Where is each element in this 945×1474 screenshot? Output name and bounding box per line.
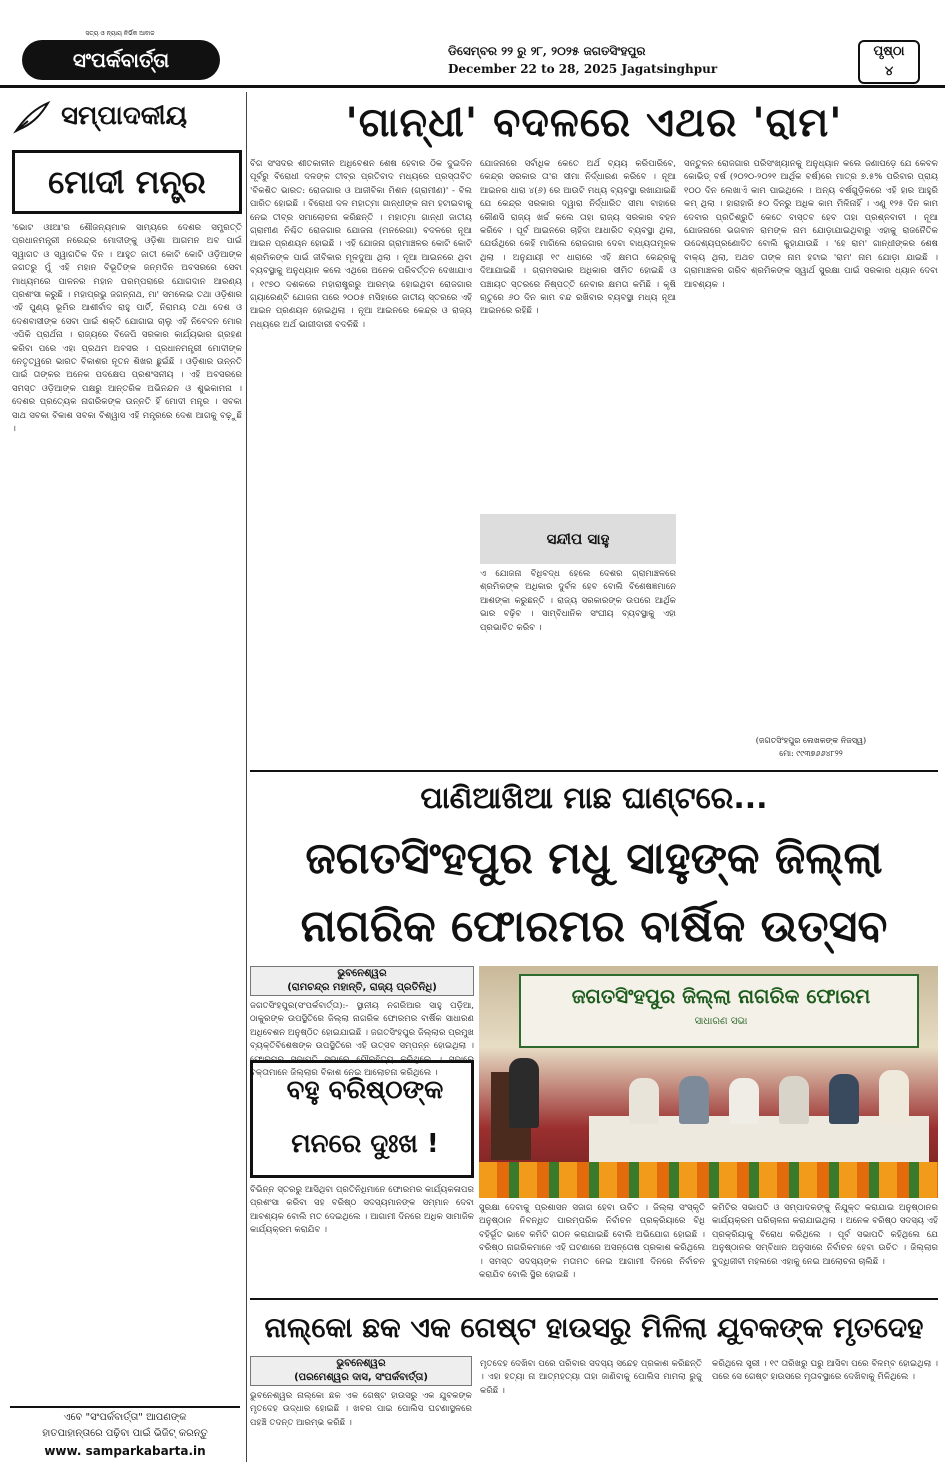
promo-line-2: ହାତପାହାନ୍ତାରେ ପଢ଼ିବା ପାଇଁ ଭିଜିଟ୍ କରନ୍ତୁ xyxy=(42,1428,208,1439)
guest-figure xyxy=(629,1078,659,1124)
author-phone: ମୋ: ୯୯୩୭୬୬୪୮୨୨ xyxy=(779,749,843,758)
banner-subtitle: ସାଧାରଣ ସଭା xyxy=(694,1016,748,1027)
editorial-title: ମୋଦୀ ମନ୍ତ୍ର xyxy=(12,150,242,214)
newspaper-logo: ସଂପର୍କବାର୍ତ୍ତା xyxy=(22,40,220,80)
bottom-column-3: କରିଥିଲେ ସ୍ତ୍ରୀ । ୧୯ ତାରିଖରୁ ଘରୁ ଆସିବା ପରେ ବିଳମ୍ବ ହୋଇଥିଲା । ପରେ ସେ ଗେଷ୍ଟ ହାଉସରେ ମୃତାବସ୍ଥାରେ ଦେଖିବାକୁ ମିଳିଥିଲେ । xyxy=(712,1359,938,1383)
section-divider xyxy=(250,1298,938,1300)
bottom-dateline xyxy=(250,1356,472,1386)
page-number: ୪ xyxy=(884,64,894,79)
bottom-dateline-reporter: (ପରମେଶ୍ୱର ଦାସ, ସଂପର୍କବାର୍ତ୍ତା) xyxy=(294,1372,428,1383)
guest-figure xyxy=(679,1076,709,1124)
banner-title: ଜଗତସିଂହପୁର ଜିଲ୍ଲା ନାଗରିକ ଫୋରମ xyxy=(571,984,871,1008)
speaker-figure xyxy=(509,1058,539,1128)
bottom-headline: ନାଲ୍‌କୋ ଛକ ଏକ ଗେଷ୍ଟ ହାଉସରୁ ମିଳିଲା ଯୁବକଙ୍କ ମୃତଦେହ xyxy=(264,1311,924,1344)
flower-decoration xyxy=(479,1162,938,1198)
issue-dateline xyxy=(448,42,838,78)
forum-body-lower-right: କମିଟିର ସଭାପତି ଓ ସମ୍ପାଦକଙ୍କୁ ନିଯୁକ୍ତ କରାଯାଇ ଅନୁଷ୍ଠାନର କାର୍ଯ୍ୟକ୍ରମ ପରିଚାଳନା କରାଯାଇଥିଲା । ଅନେକ ବରିଷ୍ଠ ସଦସ୍ୟ ଏହି ପ୍ରକ୍ରିୟାକୁ ବିରୋଧ କରିଥିଲେ । ପୂର୍ବ ସଭାପତି କହିଥିଲେ ଯେ ଅନୁଷ୍ଠାନର ସମ୍ବିଧାନ ଅନୁସାରେ ନିର୍ବାଚନ ହେବା ଉଚିତ । ଜିଲ୍ଲାର ବୁଦ୍ଧିଜୀବୀ ମହଲରେ ଏହାକୁ ନେଇ ଆଲୋଚନା ଚାଲିଛି । xyxy=(712,1203,938,1267)
website-link[interactable]: www. samparkabarta.in xyxy=(44,1444,206,1458)
forum-dateline-reporter: (ରାମଚନ୍ଦ୍ର ମହାନ୍ତି, ରାଜ୍ୟ ପ୍ରତିନିଧି) xyxy=(287,982,437,993)
guest-figure xyxy=(779,1076,809,1124)
pull-quote-line-2: ମନରେ ଦୁଃଖ ! xyxy=(291,1129,439,1159)
guest-figure xyxy=(879,1070,909,1124)
bottom-dateline-place: ଭୁବନେଶ୍ୱର xyxy=(336,1358,386,1369)
lead-byline: ସନ୍ଦୀପ ସାହୁ xyxy=(480,514,676,564)
website-promo xyxy=(10,1406,240,1464)
page-number-box xyxy=(858,40,920,84)
event-photo xyxy=(479,966,938,1198)
lead-headline: 'ଗାନ୍ଧୀ' ବଦଳରେ ଏଥର 'ରାମ' xyxy=(345,99,843,146)
page-label: ପୃଷ୍ଠା xyxy=(873,44,905,59)
guest-figure xyxy=(729,1078,759,1124)
column-divider xyxy=(246,92,247,1462)
section-divider xyxy=(250,770,938,772)
bottom-column-2: ମୃତଦେହ ଦେଖିବା ପରେ ପରିବାର ସଦସ୍ୟ ସନ୍ଦେହ ପ୍ରକାଶ କରିଛନ୍ତି । ଏହା ହତ୍ୟା ନା ଆତ୍ମହତ୍ୟା ତାହା ଜାଣିବାକୁ ପୋଲିସ ମାମଲା ରୁଜୁ କରିଛି । xyxy=(480,1359,702,1396)
forum-body-lower-left: ସୁରକ୍ଷା ଦେବାକୁ ପ୍ରଶାସନ ସଜାଗ ହେବା ଉଚିତ । ଜିଲ୍ଲା ସଂସ୍କୃତି ଅନୁଷ୍ଠାନ ନିବନ୍ଧିତ ପାରମ୍ପରିକ ନିର୍ବାଚନ ପ୍ରକ୍ରିୟାରେ ବିଧି ବହିର୍ଭୂତ ଭାବେ କମିଟି ଗଠନ କରାଯାଇଛି ବୋଲି ଅଭିଯୋଗ ହୋଇଛି । ବରିଷ୍ଠ ନାଗରିକମାନେ ଏହି ଘଟଣାରେ ଅସନ୍ତୋଷ ପ୍ରକାଶ କରିଥିଲେ । ସମସ୍ତ ସଦସ୍ୟଙ୍କ ମତାମତ ନେଇ ଆଗାମୀ ଦିନରେ ନିର୍ବାଚନ କରାଯିବ ବୋଲି ସ୍ଥିର ହୋଇଛି । xyxy=(479,1203,705,1281)
pull-quote xyxy=(250,1060,474,1178)
stage-banner xyxy=(519,974,919,1048)
editorial-label: ସମ୍ପାଦକୀୟ xyxy=(61,101,188,131)
forum-headline-line-1: ଜଗତସିଂହପୁର ମଧୁ ସାହୁଙ୍କ ଜିଲ୍ଲା xyxy=(305,833,883,884)
date-odia: ଡିସେମ୍ବର ୨୨ ରୁ ୨୮, ୨୦୨୫ ଜଗତସିଂହପୁର xyxy=(448,44,646,58)
lead-column-3: ସନ୍ତୁଳନ ରୋଜଗାର ପରିସଂଖ୍ୟାନକୁ ଅନୁଧ୍ୟାନ କଲେ ଜଣାପଡ଼େ ଯେ କେବଳ କୋଭିଡ୍ ବର୍ଷ (୨୦୨୦-୨୦୨୧ ଆର୍ଥିକ ବର୍ଷ)ରେ ମାତ୍ର ୭.୫% ପରିବାର ପ୍ରାୟ ୧୦୦ ଦିନ ଲେଖାଏଁ କାମ ପାଇଥିଲେ । ଅନ୍ୟ ବର୍ଷଗୁଡ଼ିକରେ ଏହି ହାର ଆହୁରି କମ୍ ଥିଲା । ହାରାହାରି ୫୦ ଦିନରୁ ଅଧିକ କାମ ମିଳିନାହିଁ । ଏଣୁ ୧୨୫ ଦିନ କାମ ଦେବାର ପ୍ରତିଶ୍ରୁତି କେତେ ବାସ୍ତବ ହେବ ତାହା ପ୍ରଶ୍ନବାଚୀ । ନୂଆ ଯୋଜନାରେ ଭଗବାନ ରାମଙ୍କ ନାମ ଯୋଡ଼ାଯାଇଥିବାରୁ ଏହାକୁ ରାଜନୈତିକ ଉଦ୍ଦେଶ୍ୟପ୍ରଣୋଦିତ ବୋଲି କୁହାଯାଉଛି । 'ହେ ରାମ' ଗାନ୍ଧୀଙ୍କର ଶେଷ ବାକ୍ୟ ଥିଲା, ଅଥଚ ତାଙ୍କ ନାମ ହଟାଇ 'ରାମ' ନାମ ଯୋଡ଼ା ଯାଇଛି । ଗ୍ରାମାଞ୍ଚଳର ଗରିବ ଶ୍ରମିକଙ୍କ ସ୍ୱାର୍ଥ ସୁରକ୍ଷା ପାଇଁ ସରକାର ଧ୍ୟାନ ଦେବା ଆବଶ୍ୟକ । xyxy=(684,159,938,290)
forum-dateline xyxy=(250,966,474,996)
forum-dateline-place: ଭୁବନେଶ୍ୱର xyxy=(337,968,387,979)
author-note: (ଜଗତସିଂହପୁର ଲେଖକଙ୍କ ନିଜସ୍ୱ) xyxy=(755,736,867,745)
forum-body: ଜଗତସିଂହପୁର(ସଂପର୍କବାର୍ତ୍ତା):- ସ୍ଥାନୀୟ ନଗରିଆର ସାହୁ ପଡ଼ିଆ, ଠାକୁରଙ୍କ ଉପସ୍ଥିତିରେ ଜିଲ୍ଲା ନାଗରିକ ଫୋରମର ବାର୍ଷିକ ସାଧାରଣ ଅଧିବେଶନ ଅନୁଷ୍ଠିତ ହୋଇଯାଇଛି । ଜଗତସିଂହପୁର ଜିଲ୍ଲାର ପ୍ରମୁଖ ବ୍ୟକ୍ତିବିଶେଷଙ୍କ ଉପସ୍ଥିତିରେ ଏହି ଉତ୍ସବ ସମ୍ପନ୍ନ ହୋଇଥିଲା । ଫୋରମର ସଭାପତି ସଭାରେ ପୌରହିତ୍ୟ କରିଥିଲେ । ସଭାରେ ବକ୍ତାମାନେ ଜିଲ୍ଲାର ବିକାଶ ନେଇ ଆଲୋଚନା କରିଥିଲେ । xyxy=(250,1001,474,1079)
forum-kicker: ପାଣିଆଖିଆ ମାଛ ଘାଣ୍ଟରେ... xyxy=(420,781,768,816)
forum-headline-line-2: ନାଗରିକ ଫୋରମର ବାର୍ଷିକ ଉତ୍ସବ xyxy=(300,901,888,952)
guest-figure xyxy=(829,1074,859,1124)
logo-tagline: ସତ୍ୟ ଓ ନ୍ୟାୟ ନିର୍ଭିକ ଆବାଜ xyxy=(85,30,155,37)
date-english: December 22 to 28, 2025 Jagatsinghpur xyxy=(448,62,718,76)
lead-column-1: ବିଗ ସଂସଦର ଶୀତକାଳୀନ ଅଧିବେଶନ ଶେଷ ହେବାର ଠିକ ଦୁଇଦିନ ପୂର୍ବରୁ ବିରୋଧୀ ଦଳଙ୍କ ତୀବ୍ର ପ୍ରତିବାଦ ମଧ୍ୟରେ ପ୍ରସ୍ତାବିତ 'ବିକଶିତ ଭାରତ: ରୋଜଗାର ଓ ଆଜୀବିକା ମିଶନ (ଗ୍ରାମୀଣ)' - ବିଲ ପାରିତ ହୋଇଛି । ବିରୋଧୀ ଦଳ ମହାତ୍ମା ଗାନ୍ଧୀଙ୍କ ନାମ ହଟାଇବାକୁ ନେଇ ତୀବ୍ର ସମାଲୋଚନା କରିଛନ୍ତି । ମହାତ୍ମା ଗାନ୍ଧୀ ଜାତୀୟ ଗ୍ରାମୀଣ ନିଶ୍ଚିତ ରୋଜଗାର ଯୋଜନା (ମନରେଗା) ବଦଳରେ ନୂଆ ଆଇନ ପ୍ରଣୟନ ହୋଇଛି । ଏହି ଯୋଜନା ଗ୍ରାମାଞ୍ଚଳର କୋଟି କୋଟି ଶ୍ରମିକଙ୍କ ପାଇଁ ଜୀବିକାର ମୂଳଦୁଆ ଥିଲା । ନୂଆ ଆଇନରେ ଥିବା ବ୍ୟବସ୍ଥାକୁ ଅନୁଧ୍ୟାନ କଲେ ଏଥିରେ ଅନେକ ପରିବର୍ତ୍ତନ ଦେଖାଯାଏ । ୧୯୭୦ ଦଶକରେ ମହାରାଷ୍ଟ୍ରରୁ ଆରମ୍ଭ ହୋଇଥିବା ରୋଜଗାର ଗ୍ୟାରେଣ୍ଟି ଯୋଜନା ପରେ ୨୦୦୫ ମସିହାରେ ଜାତୀୟ ସ୍ତରରେ ଏହି ଆଇନ ପ୍ରଣୟନ ହୋଇଥିଲା । ନୂଆ ଆଇନରେ କେନ୍ଦ୍ର ଓ ରାଜ୍ୟ ମଧ୍ୟରେ ଅର୍ଥ ଭାଗୀଦାରୀ ବଦଳିଛି । xyxy=(250,159,472,330)
editorial-section-heading xyxy=(12,92,242,140)
author-note-block xyxy=(684,734,938,760)
promo-line-1: ଏବେ "ସଂପର୍କବାର୍ତ୍ତା" ଆପଣଙ୍କ xyxy=(63,1412,187,1423)
forum-body-bottom: ବିଭିନ୍ନ ସ୍ତରରୁ ଆସିଥିବା ପ୍ରତିନିଧିମାନେ ଫୋରମର କାର୍ଯ୍ୟକଳାପର ପ୍ରଶଂସା କରିବା ସହ ବରିଷ୍ଠ ସଦସ୍ୟମାନଙ୍କ ସମ୍ମାନ ଦେବା ଆବଶ୍ୟକ ବୋଲି ମତ ଦେଇଥିଲେ । ଆଗାମୀ ଦିନରେ ଅଧିକ ସାମାଜିକ କାର୍ଯ୍ୟକ୍ରମ କରାଯିବ । xyxy=(250,1185,474,1236)
pull-quote-line-1: ବହୁ ବରିଷ୍ଠଙ୍କ xyxy=(286,1075,444,1105)
bottom-column-1: ଭୁବନେଶ୍ୱର ନାଲ୍‌କୋ ଛକ ଏକ ଗେଷ୍ଟ ହାଉସରୁ ଏକ ଯୁବକଙ୍କ ମୃତଦେହ ଉଦ୍ଧାର ହୋଇଛି । ଖବର ପାଇ ପୋଲିସ ଘଟଣାସ୍ଥଳରେ ପହଞ୍ଚି ତଦନ୍ତ ଆରମ୍ଭ କରିଛି । xyxy=(250,1391,472,1428)
lead-column-2-continued: ଏ ଯୋଜନା ବିଧିବଦ୍ଧ ହେଲେ ଦେଶର ଗ୍ରାମାଞ୍ଚଳରେ ଶ୍ରମିକଙ୍କ ଅଧିକାର ଦୁର୍ବଳ ହେବ ବୋଲି ବିଶେଷଜ୍ଞମାନେ ଆଶଙ୍କା କରୁଛନ୍ତି । ରାଜ୍ୟ ସରକାରଙ୍କ ଉପରେ ଆର୍ଥିକ ଭାର ବଢ଼ିବ । ସାମ୍ବିଧାନିକ ସଂଘୀୟ ବ୍ୟବସ୍ଥାକୁ ଏହା ପ୍ରଭାବିତ କରିବ । xyxy=(480,569,676,633)
quill-pen-icon xyxy=(12,99,52,135)
lead-column-2: ଯୋଜନାରେ ସର୍ବାଧିକ କେତେ ଅର୍ଥ ବ୍ୟୟ କରିପାରିବେ, କେନ୍ଦ୍ର ସରକାର ତା'ର ସୀମା ନିର୍ଦ୍ଧାରଣ କରିବେ । ନୂଆ ଆଇନର ଧାରା ୪(୬) ରେ ଆଉଟି ମଧ୍ୟ ବ୍ୟବସ୍ଥା ରଖାଯାଇଛି ଯେ କେନ୍ଦ୍ର ସରକାର ଦ୍ୱାରା ନିର୍ଦ୍ଧାରିତ ସୀମା ବାହାରେ କୌଣସି ରାଜ୍ୟ ଖର୍ଚ୍ଚ କଲେ ତାହା ରାଜ୍ୟ ସରକାର ବହନ କରିବେ । ପୂର୍ବ ଆଇନରେ ଚାହିଦା ଆଧାରିତ ବ୍ୟବସ୍ଥା ଥିଲା, ଯେଉଁଥିରେ କେହି ମାଗିଲେ ରୋଜଗାର ଦେବା ବାଧ୍ୟତାମୂଳକ ଥିଲା । ଅନୁଯାୟୀ ୧୯ ଧାରାରେ ଏହି କ୍ଷମତା କେନ୍ଦ୍ରକୁ ଦିଆଯାଇଛି । ଗ୍ରାମସଭାର ଅଧିକାର ସୀମିତ ହୋଇଛି ଓ ପଞ୍ଚାୟତ ସ୍ତରରେ ନିଷ୍ପତ୍ତି ନେବାର କ୍ଷମତା କମିଛି । କୃଷି ଋତୁରେ ୬୦ ଦିନ କାମ ବନ୍ଦ ରଖିବାର ବ୍ୟବସ୍ଥା ମଧ୍ୟ ନୂଆ ଆଇନରେ ରହିଛି । xyxy=(480,159,676,317)
editorial-body: 'ଭୋଟ ଓଃଆ'ର ଶୌଜନ୍ୟମାକ ସାମ୍ୟରେ ଦେଶର ସମ୍ପ୍ରତ୍ତି ପ୍ରଧାନମନ୍ତ୍ରୀ ନରେନ୍ଦ୍ର ମୋଦୀଙ୍କୁ ଓଡ଼ିଶା ଆଗମନ ଅବ ପାଇଁ ସ୍ୱାଗତ ଓ ସ୍ୱାଗତିକ ଦିନ । ଆହୁତ ଜାତୀ କୋଟି କୋଟି ଓଡ଼ିଆଙ୍କ ଜଗତରୁ ମୁଁ ଏହି ମହାନ ବିଭୂତିଙ୍କ ଜନ୍ମଦିନ ଅବସରରେ ସେବା ମାଧ୍ୟମରେ ପାଳନର ମହାନ ପରମ୍ପରାରେ ଯୋଗଦାନ ଆରଣ୍ୟ ପ୍ରଶଂସା କରୁଛି । ମହାପ୍ରଭୁ ଜଗନ୍ନାଥ, ମା' ସମଲେଇ ତଥା ଓଡ଼ିଶାର ଏହି ପୁଣ୍ୟ ଭୂମିର ଆଶୀର୍ବାଦ ରାହୁ ପାର୍ଟି, ନିରାମୟ ତଥା ଦେଶ ଓ ଦେଶବାସୀଙ୍କ ସେବା ପାଇଁ ଶକ୍ତି ଯୋଗାଇ ଚାଲୁ ଏହି ନିବେଦନ ମୋର ଏପିକି ପ୍ରାର୍ଥନା । ରାଜ୍ୟରେ ବିଜେପି ସରକାର କାର୍ଯ୍ୟଭାର ଗ୍ରହଣ କରିବା ପରେ ଏହା ପ୍ରଥମ ଅବସର । ପ୍ରଧାନମନ୍ତ୍ରୀ ମୋଦୀଙ୍କ ନେତୃତ୍ୱରେ ଭାରତ ବିକାଶର ନୂତନ ଶିଖର ଛୁଇଁଛି । ଓଡ଼ିଶାର ଉନ୍ନତି ପାଇଁ ତାଙ୍କର ଅନେକ ପଦକ୍ଷେପ ପ୍ରଶଂସନୀୟ । ଏହି ଅବସରରେ ସମସ୍ତ ଓଡ଼ିଆଙ୍କ ପକ୍ଷରୁ ଆନ୍ତରିକ ଅଭିନନ୍ଦନ ଓ ଶୁଭକାମନା । ଦେଶର ପ୍ରତ୍ୟେକ ନାଗରିକଙ୍କ ଉନ୍ନତି ହିଁ ମୋଦୀ ମନ୍ତ୍ର । ସବକା ସାଥ ସବକା ବିକାଶ ସବକା ବିଶ୍ୱାସ ଏହି ମନ୍ତ୍ରରେ ଦେଶ ଆଗକୁ ବଢ଼ୁଛି । xyxy=(12,223,242,435)
